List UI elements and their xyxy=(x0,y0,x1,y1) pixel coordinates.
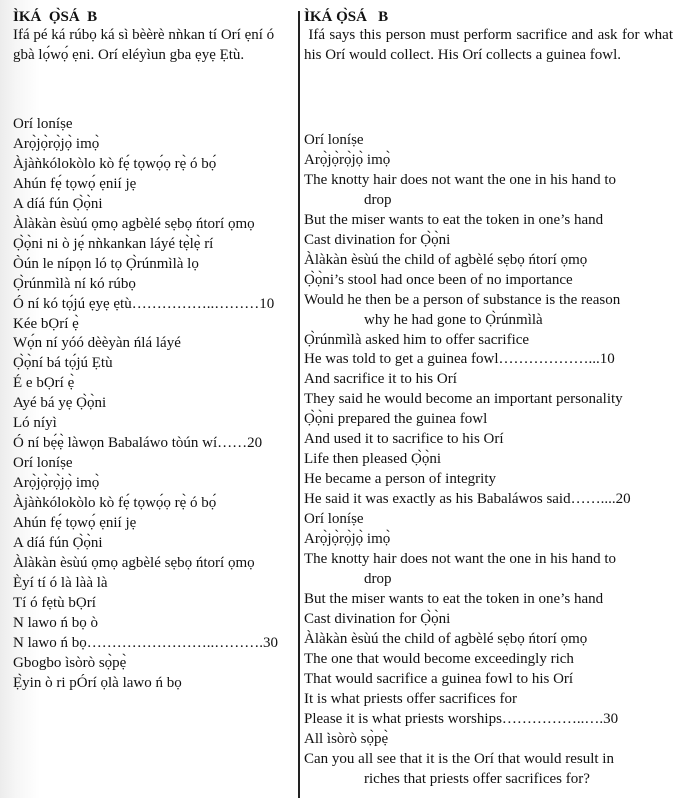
verse-text: Orí loníṣe xyxy=(304,132,364,148)
verse-text: But the miser wants to eat the token in one’s hand xyxy=(304,211,604,228)
yoruba-verse-line: Ọ̀ọ̀ní bá tọ́jú Ẹtù xyxy=(13,355,113,372)
verse-text: Orí loníṣe xyxy=(304,511,364,528)
verse-text: He said it was exactly as his Babaláwos said……....20 xyxy=(304,491,631,508)
english-verse-line xyxy=(304,750,631,790)
yoruba-verse-line: Ahún fẹ́ tọwọ́ ẹnií jẹ xyxy=(13,515,137,532)
verse-text: Please it is what priests worships……………..….30 xyxy=(304,710,619,727)
verse-text: The knotty hair does not want the one in his hand to xyxy=(304,171,617,188)
yoruba-verse-line: Arọ̀jọ̀rọ̀jọ̀ imọ̀ xyxy=(13,135,100,152)
english-verse-line xyxy=(304,690,631,710)
yoruba-title: ÌKÁ Ọ̀SÁ B xyxy=(13,9,98,25)
verse-text: The knotty hair does not want the one in his hand to xyxy=(304,551,617,568)
verse-text: All ìsòrò sọ̀pẹ̀ xyxy=(304,730,389,747)
english-verse-line xyxy=(304,350,631,370)
verse-text: Would he then be a person of substance is the reason xyxy=(304,291,621,308)
english-verse-line xyxy=(304,450,631,470)
yoruba-verse-line: Àjàǹkólokòlo kò fẹ́ tọwọ́ọ rẹ̀ ó bọ́ xyxy=(13,155,217,172)
yoruba-verse-line: Àlàkàn èsùú ọmọ agbèlé sẹbọ ńtorí ọmọ xyxy=(13,215,255,232)
yoruba-verse-line: É e bỌrí ẹ̀ xyxy=(13,375,75,392)
yoruba-verse-line: Tí ó fẹtù bỌrí xyxy=(13,594,96,611)
english-verse-line xyxy=(304,271,631,291)
yoruba-verse-line: Ó ní kó tọ́jú ẹyẹ ẹtù……………..………10 xyxy=(13,295,275,312)
verse-continuation: why he had gone to Ọ̀rúnmìlà xyxy=(364,311,543,328)
yoruba-verse-line: Ọ̀ọ̀ni ni ò jẹ́ nǹkankan láyé tẹ̀lẹ̀ rí xyxy=(13,235,214,252)
english-title: ÌKÁ Ọ̀SÁ B xyxy=(304,9,389,25)
english-verse-line xyxy=(304,390,631,410)
column-divider xyxy=(298,11,300,798)
verse-continuation: drop xyxy=(364,191,392,208)
verse-continuation: riches that priests offer sacrifices for? xyxy=(364,770,590,787)
verse-text: Arọ̀jọ̀rọ̀jọ̀ imọ̀ xyxy=(304,151,391,168)
verse-text: Cast divination for Ọ̀ọ̀ni xyxy=(304,231,451,248)
yoruba-verse-line: Ló níyì xyxy=(13,415,57,432)
yoruba-verse-line: Orí loníṣe xyxy=(13,455,73,472)
verse-text: Àlàkàn èsùú the child of agbèlé sẹbọ ńtorí ọmọ xyxy=(304,251,588,268)
verse-text: Cast divination for Ọ̀ọ̀ni xyxy=(304,610,451,627)
yoruba-verse-line: Orí loníṣe xyxy=(13,116,73,132)
english-verse-line xyxy=(304,430,631,450)
english-verse-line xyxy=(304,630,631,650)
english-verse-line xyxy=(304,510,631,530)
verse-text: That would sacrifice a guinea fowl to his Orí xyxy=(304,670,574,687)
verse-text: They said he would become an important personality xyxy=(304,391,623,408)
english-verse-line xyxy=(304,530,631,550)
english-verse-line xyxy=(304,610,631,630)
yoruba-verse-line: Arọ̀jọ̀rọ̀jọ̀ imọ̀ xyxy=(13,475,100,492)
verse-text: Can you all see that it is the Orí that would result in xyxy=(304,750,614,767)
verse-text: But the miser wants to eat the token in one’s hand xyxy=(304,590,604,607)
verse-text: The one that would become exceedingly rich xyxy=(304,650,574,667)
yoruba-verse-line: Àjàǹkólokòlo kò fẹ́ tọwọ́ọ rẹ̀ ó bọ́ xyxy=(13,495,217,512)
english-verse-line xyxy=(304,410,631,430)
yoruba-verse-line: Wọ́n ní yóó dèèyàn ńlá láyé xyxy=(13,335,181,352)
english-verse-line xyxy=(304,171,631,211)
yoruba-verse-line: Àlàkàn èsùú ọmọ agbèlé sẹbọ ńtorí ọmọ xyxy=(13,554,255,571)
verse-text: And sacrifice it to his Orí xyxy=(304,371,457,388)
english-verse-line xyxy=(304,730,631,750)
yoruba-verse-list xyxy=(13,115,278,694)
english-verse-line xyxy=(304,251,631,271)
yoruba-verse-line: Ahún fẹ́ tọwọ́ ẹnií jẹ xyxy=(13,175,137,192)
verse-text: It is what priests offer sacrifices for xyxy=(304,690,517,707)
verse-continuation: drop xyxy=(364,570,392,587)
english-verse-line xyxy=(304,710,631,730)
yoruba-verse-line: Òún le nípọn ló tọ Ọ̀rúnmìlà lọ xyxy=(13,255,199,272)
english-verse-line xyxy=(304,550,631,590)
verse-text: And used it to sacrifice to his Orí xyxy=(304,431,504,448)
english-intro: Ifá says this person must perform sacrifice and ask for what his Orí would collect. His Orí collects a guinea fowl. xyxy=(304,27,673,63)
english-verse-line xyxy=(304,211,631,231)
yoruba-verse-line: Ayé bá yẹ Ọ̀ọ̀ni xyxy=(13,395,107,412)
verse-text: Ọ̀ọ̀ni’s stool had once been of no importance xyxy=(304,271,573,288)
verse-text: Arọ̀jọ̀rọ̀jọ̀ imọ̀ xyxy=(304,531,391,548)
english-verse-line xyxy=(304,470,631,490)
english-verse-line xyxy=(304,291,631,331)
english-verse-line xyxy=(304,131,631,151)
yoruba-verse-line: Ọ̀rúnmìlà ní kó rúbọ xyxy=(13,275,136,292)
english-verse-list xyxy=(304,131,631,789)
yoruba-verse-line: Gbogbo ìsòrò sọ̀pẹ̀ xyxy=(13,654,127,671)
yoruba-verse-line: Kée bỌrí ẹ̀ xyxy=(13,315,79,332)
yoruba-verse-line: Ẹ̀yin ò ri pÓrí ọlà lawo ń bọ xyxy=(13,674,182,691)
yoruba-intro: Ifá pé ká rúbọ ká sì bèèrè nǹkan tí Orí ẹní ó gbà lọ́wọ́ ẹni. Orí eléyìun gba ẹyẹ Ẹtù. xyxy=(13,27,275,63)
english-verse-line xyxy=(304,670,631,690)
english-verse-line xyxy=(304,650,631,670)
yoruba-verse-line: Èyí tí ó là làà là xyxy=(13,574,108,591)
english-verse-line xyxy=(304,151,631,171)
verse-text: Life then pleased Ọ̀ọ̀ni xyxy=(304,451,442,468)
english-verse-line xyxy=(304,590,631,610)
verse-text: Ọ̀rúnmìlà asked him to offer sacrifice xyxy=(304,331,530,348)
yoruba-verse-line: N lawo ń bọ……………………..……….30 xyxy=(13,634,278,651)
yoruba-verse-line: A díá fún Ọ̀ọ̀ni xyxy=(13,195,103,212)
yoruba-verse-line: N lawo ń bọ ò xyxy=(13,614,98,631)
english-verse-line xyxy=(304,370,631,390)
english-verse-line xyxy=(304,331,631,351)
yoruba-verse-line: Ó ní bẹ́ẹ̀ làwọn Babaláwo tòún wí……20 xyxy=(13,435,263,452)
verse-text: He was told to get a guinea fowl………………...10 xyxy=(304,351,615,368)
yoruba-verse-line: A díá fún Ọ̀ọ̀ni xyxy=(13,535,103,552)
english-verse-line xyxy=(304,231,631,251)
verse-text: Ọ̀ọ̀ni prepared the guinea fowl xyxy=(304,411,488,428)
verse-text: Àlàkàn èsùú the child of agbèlé sẹbọ ńtorí ọmọ xyxy=(304,630,588,647)
verse-text: He became a person of integrity xyxy=(304,471,497,488)
english-verse-line xyxy=(304,490,631,510)
